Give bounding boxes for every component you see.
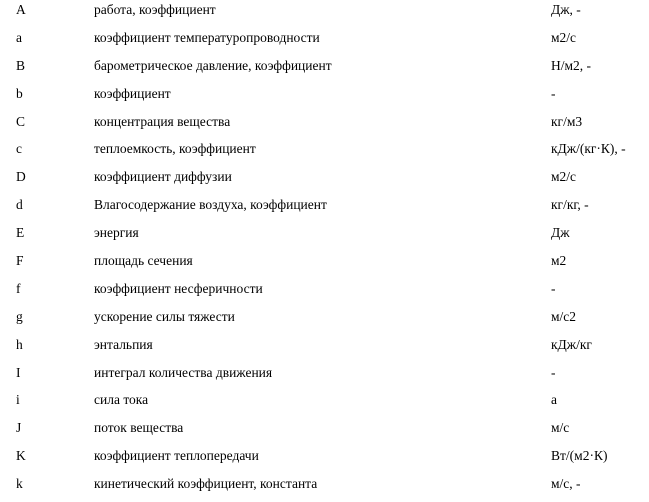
description-cell: теплоемкость, коэффициент bbox=[94, 141, 256, 157]
table-row bbox=[0, 474, 649, 502]
table-row bbox=[0, 363, 649, 391]
table-row bbox=[0, 56, 649, 84]
description-cell: барометрическое давление, коэффициент bbox=[94, 57, 332, 73]
symbol-cell: f bbox=[16, 280, 21, 296]
unit-cell: Вт/(м2·К) bbox=[551, 448, 608, 464]
symbol-cell: g bbox=[16, 308, 23, 324]
description-cell: ускорение силы тяжести bbox=[94, 308, 235, 324]
symbol-cell: F bbox=[16, 253, 24, 269]
description-cell: кинетический коэффициент, константа bbox=[94, 476, 318, 492]
description-cell: коэффициент bbox=[94, 85, 171, 101]
unit-cell: - bbox=[551, 364, 556, 380]
description-cell: интеграл количества движения bbox=[94, 364, 273, 380]
unit-cell: а bbox=[551, 392, 557, 408]
symbol-cell: k bbox=[16, 476, 23, 492]
description-cell: работа, коэффициент bbox=[94, 2, 216, 17]
table-row bbox=[0, 223, 649, 251]
symbol-cell: J bbox=[16, 420, 22, 436]
unit-cell: - bbox=[551, 85, 556, 101]
description-cell: поток вещества bbox=[94, 420, 184, 436]
unit-cell: Дж, - bbox=[551, 2, 581, 17]
unit-cell: м/с bbox=[551, 420, 570, 436]
unit-cell: кДж/кг bbox=[551, 336, 592, 352]
table-row bbox=[0, 307, 649, 335]
symbol-cell: b bbox=[16, 85, 23, 101]
table-row bbox=[0, 167, 649, 195]
symbol-cell: h bbox=[16, 336, 23, 352]
table-row bbox=[0, 0, 649, 28]
description-cell: коэффициент диффузии bbox=[94, 169, 232, 185]
unit-cell: Н/м2, - bbox=[551, 57, 592, 73]
symbol-cell: I bbox=[16, 364, 21, 380]
unit-cell: кг/кг, - bbox=[551, 197, 589, 213]
description-cell: площадь сечения bbox=[94, 253, 193, 269]
symbol-cell: d bbox=[16, 197, 23, 213]
table-row bbox=[0, 84, 649, 112]
unit-cell: м2 bbox=[551, 253, 567, 269]
table-row bbox=[0, 335, 649, 363]
table-row bbox=[0, 390, 649, 418]
symbol-cell: A bbox=[16, 2, 26, 17]
description-cell: энтальпия bbox=[94, 336, 153, 352]
table-row bbox=[0, 251, 649, 279]
table-row bbox=[0, 279, 649, 307]
description-cell: сила тока bbox=[94, 392, 149, 408]
symbol-cell: E bbox=[16, 225, 25, 241]
symbol-cell: C bbox=[16, 113, 26, 129]
unit-cell: м/с2 bbox=[551, 308, 577, 324]
description-cell: Влагосодержание воздуха, коэффициент bbox=[94, 197, 327, 213]
unit-cell: кг/м3 bbox=[551, 113, 583, 129]
table-row bbox=[0, 446, 649, 474]
symbol-cell: c bbox=[16, 141, 22, 157]
table-row bbox=[0, 112, 649, 140]
symbol-cell: B bbox=[16, 57, 26, 73]
description-cell: коэффициент несферичности bbox=[94, 280, 263, 296]
description-cell: концентрация вещества bbox=[94, 113, 231, 129]
symbol-cell: K bbox=[16, 448, 26, 464]
table-row bbox=[0, 28, 649, 56]
unit-cell: м2/с bbox=[551, 29, 577, 45]
unit-cell: м2/с bbox=[551, 169, 577, 185]
symbol-cell: a bbox=[16, 29, 22, 45]
table-row bbox=[0, 139, 649, 167]
unit-cell: м/с, - bbox=[551, 476, 581, 492]
symbol-cell: i bbox=[16, 392, 20, 408]
symbol-cell: D bbox=[16, 169, 26, 185]
unit-cell: кДж/(кг·К), - bbox=[551, 141, 626, 157]
unit-cell: Дж bbox=[551, 225, 570, 241]
description-cell: коэффициент теплопередачи bbox=[94, 448, 259, 464]
description-cell: коэффициент температуропроводности bbox=[94, 29, 320, 45]
table-row bbox=[0, 418, 649, 446]
table-row bbox=[0, 195, 649, 223]
unit-cell: - bbox=[551, 280, 556, 296]
description-cell: энергия bbox=[94, 225, 139, 241]
